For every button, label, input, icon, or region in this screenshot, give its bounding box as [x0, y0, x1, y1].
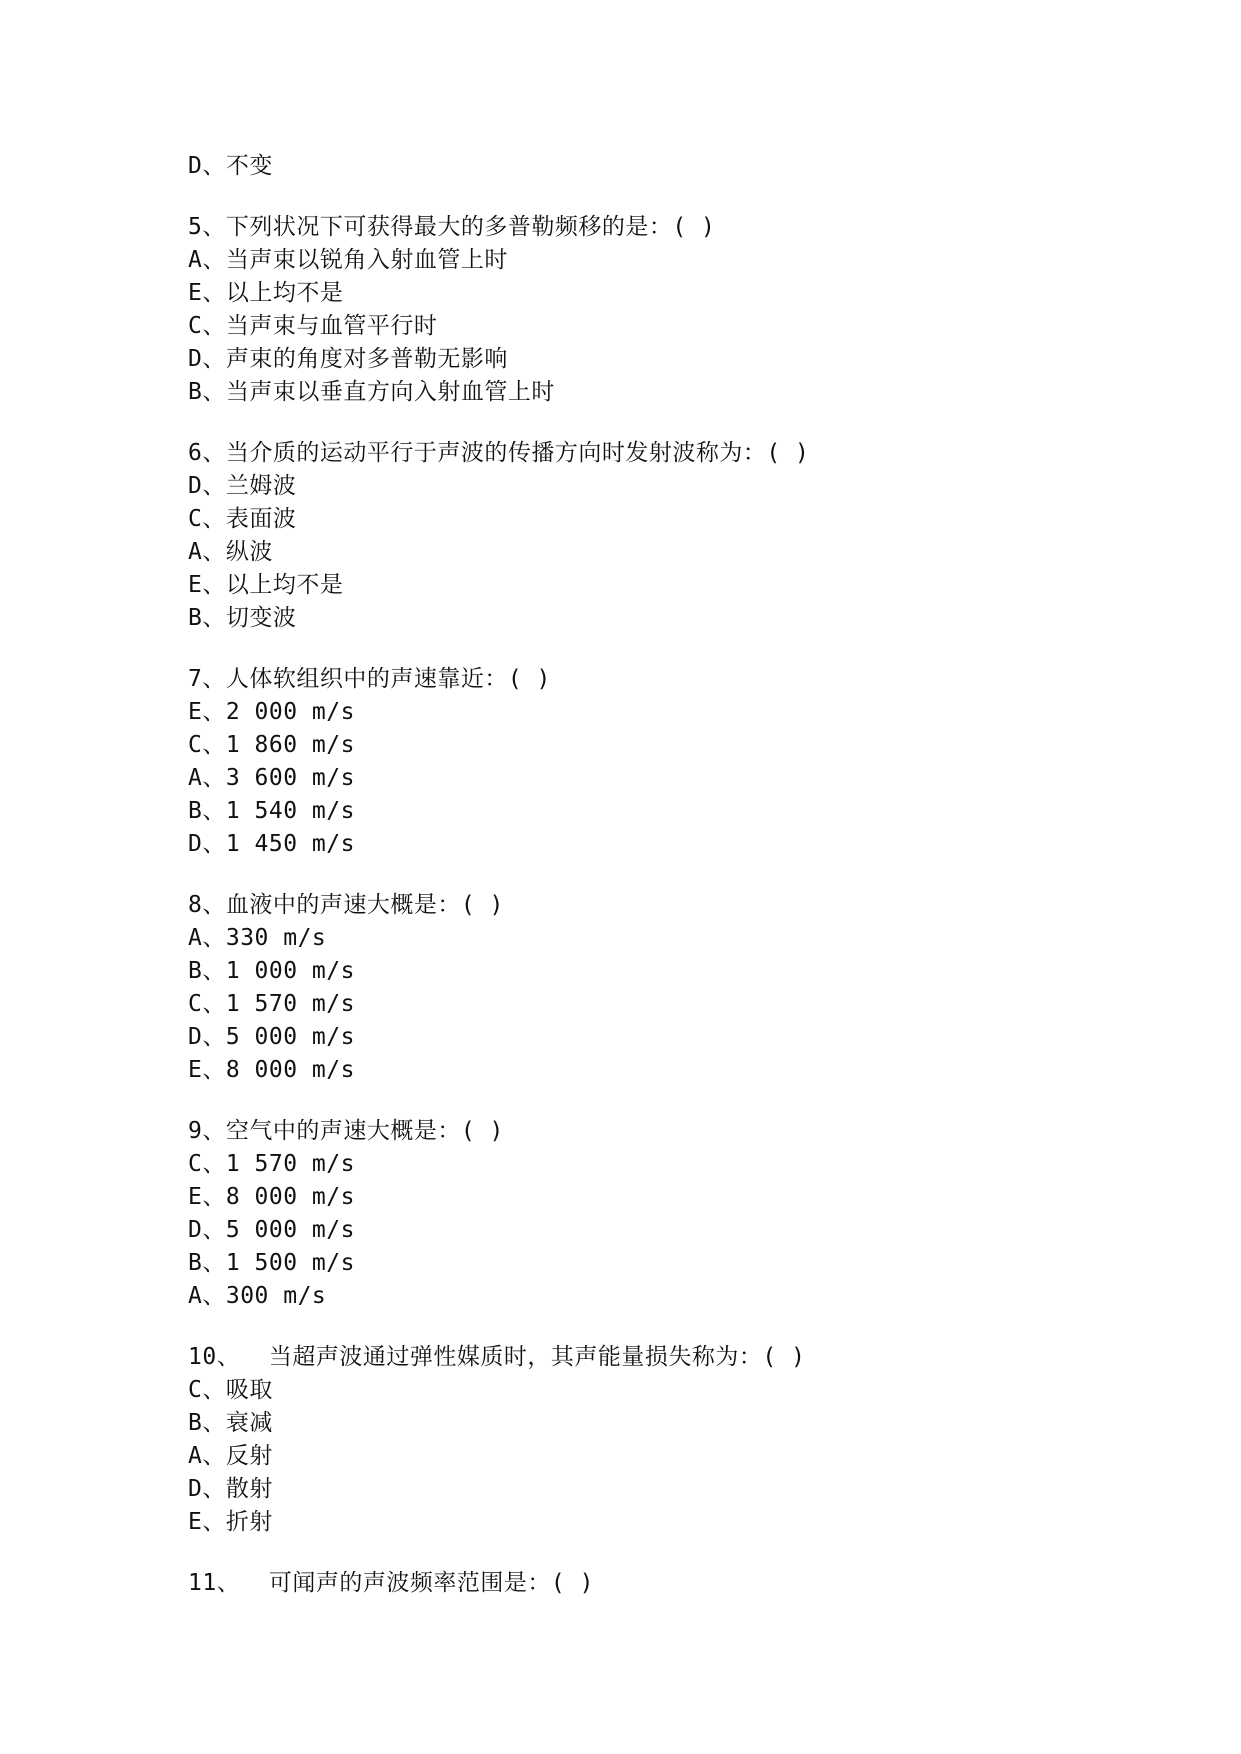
- option-line: C、1 570 m/s: [188, 1151, 355, 1177]
- option-line: D、1 450 m/s: [188, 831, 355, 857]
- question-line: 7、人体软组织中的声速靠近：( ): [188, 666, 551, 692]
- option-line: B、1 540 m/s: [188, 798, 355, 824]
- option-line: C、表面波: [188, 506, 297, 532]
- option-line: E、折射: [188, 1509, 273, 1535]
- option-line: C、1 860 m/s: [188, 732, 355, 758]
- option-line: A、当声束以锐角入射血管上时: [188, 247, 508, 273]
- option-line: A、3 600 m/s: [188, 765, 355, 791]
- option-line: B、1 500 m/s: [188, 1250, 355, 1276]
- option-line: A、300 m/s: [188, 1283, 327, 1309]
- option-line: E、以上均不是: [188, 280, 344, 306]
- question-line: 11、 可闻声的声波频率范围是：( ): [188, 1570, 594, 1596]
- question-line: 6、当介质的运动平行于声波的传播方向时发射波称为：( ): [188, 440, 810, 466]
- question-line: 9、空气中的声速大概是：( ): [188, 1118, 504, 1144]
- option-line: A、反射: [188, 1443, 273, 1469]
- option-line: D、5 000 m/s: [188, 1024, 355, 1050]
- option-line: D、5 000 m/s: [188, 1217, 355, 1243]
- option-line: E、8 000 m/s: [188, 1057, 355, 1083]
- option-line: C、1 570 m/s: [188, 991, 355, 1017]
- option-line: B、切变波: [188, 605, 297, 631]
- option-line: B、当声束以垂直方向入射血管上时: [188, 379, 555, 405]
- option-line: A、纵波: [188, 539, 273, 565]
- option-line: D、声束的角度对多普勒无影响: [188, 346, 508, 372]
- question-line: 10、 当超声波通过弹性媒质时，其声能量损失称为：( ): [188, 1344, 806, 1370]
- option-line: E、2 000 m/s: [188, 699, 355, 725]
- question-line: 5、下列状况下可获得最大的多普勒频移的是：( ): [188, 214, 716, 240]
- option-line: C、当声束与血管平行时: [188, 313, 438, 339]
- option-line: E、以上均不是: [188, 572, 344, 598]
- option-line: B、1 000 m/s: [188, 958, 355, 984]
- option-line: E、8 000 m/s: [188, 1184, 355, 1210]
- option-line: A、330 m/s: [188, 925, 327, 951]
- option-line: D、不变: [188, 153, 273, 179]
- option-line: B、衰减: [188, 1410, 273, 1436]
- question-line: 8、血液中的声速大概是：( ): [188, 892, 504, 918]
- option-line: D、散射: [188, 1476, 273, 1502]
- option-line: D、兰姆波: [188, 473, 297, 499]
- option-line: C、吸取: [188, 1377, 273, 1403]
